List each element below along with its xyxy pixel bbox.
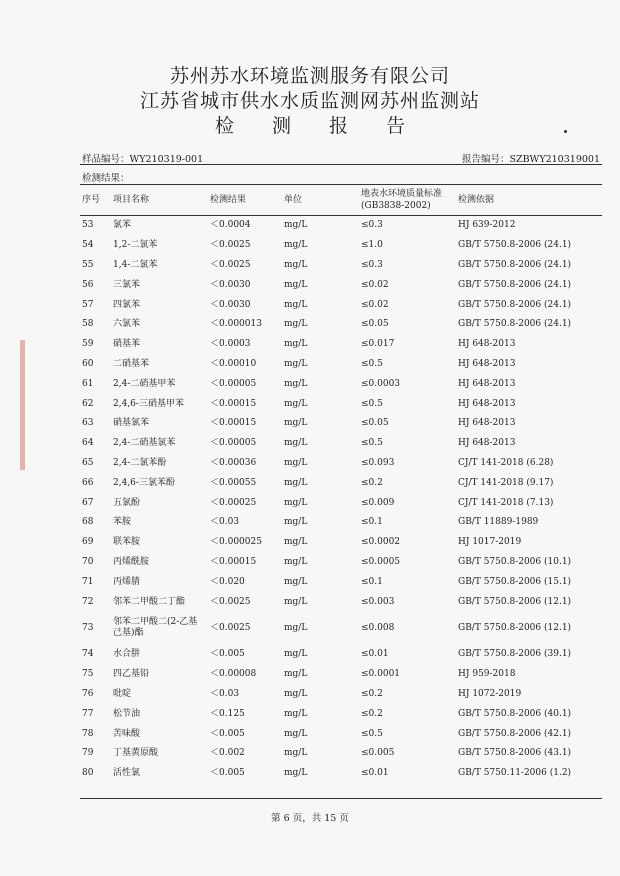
table-row <box>80 645 602 665</box>
seam-stamp <box>18 340 28 470</box>
table-row <box>80 764 602 784</box>
table-row <box>80 275 602 295</box>
footer-divider <box>80 798 602 799</box>
cell-result: ＜0.125 <box>210 708 245 719</box>
mark-dot <box>564 130 567 133</box>
cell-limit: ≤0.0003 <box>361 378 401 389</box>
cell-unit: mg/L <box>284 728 308 739</box>
cell-method: GB/T 5750.8-2006 (42.1) <box>458 728 572 739</box>
cell-result: ＜0.0025 <box>210 259 251 270</box>
cell-limit: ≤0.02 <box>361 299 389 310</box>
cell-no: 66 <box>82 477 94 488</box>
cell-item: 吡啶 <box>113 688 132 699</box>
cell-no: 53 <box>82 220 94 231</box>
cell-unit: mg/L <box>284 556 308 567</box>
cell-item: 丙烯腈 <box>113 576 141 587</box>
cell-item: 苯胺 <box>113 517 132 528</box>
cell-no: 59 <box>82 339 94 350</box>
section-title: 检测结果： <box>82 173 130 184</box>
cell-method: GB/T 5750.8-2006 (39.1) <box>458 649 572 660</box>
cell-item: 邻苯二甲酸二丁酯 <box>113 596 186 607</box>
table-row <box>80 216 602 236</box>
cell-result: ＜0.000013 <box>210 319 262 330</box>
table-row <box>80 335 602 355</box>
cell-no: 80 <box>82 768 94 779</box>
cell-result: ＜0.0025 <box>210 622 251 633</box>
cell-item: 丁基黄原酸 <box>113 748 159 759</box>
cell-unit: mg/L <box>284 688 308 699</box>
cell-unit: mg/L <box>284 768 308 779</box>
cell-result: ＜0.0003 <box>210 339 251 350</box>
cell-limit: ≤0.05 <box>361 319 389 330</box>
cell-no: 56 <box>82 279 94 290</box>
cell-limit: ≤0.0005 <box>361 556 401 567</box>
col-unit: 单位 <box>282 185 359 216</box>
cell-item: 活性氯 <box>113 768 141 779</box>
cell-unit: mg/L <box>284 497 308 508</box>
cell-unit: mg/L <box>284 708 308 719</box>
cell-result: ＜0.005 <box>210 768 245 779</box>
cell-no: 63 <box>82 418 94 429</box>
cell-result: ＜0.0004 <box>210 220 251 231</box>
cell-item: 五氯酚 <box>113 497 141 508</box>
cell-no: 70 <box>82 556 94 567</box>
cell-no: 67 <box>82 497 94 508</box>
cell-limit: ≤0.5 <box>361 438 383 449</box>
cell-method: GB/T 5750.8-2006 (24.1) <box>458 319 572 330</box>
table-row <box>80 744 602 764</box>
cell-unit: mg/L <box>284 418 308 429</box>
cell-item: 苦味酸 <box>113 728 141 739</box>
cell-method: GB/T 5750.8-2006 (12.1) <box>458 596 572 607</box>
cell-unit: mg/L <box>284 748 308 759</box>
cell-method: GB/T 5750.8-2006 (40.1) <box>458 708 572 719</box>
cell-limit: ≤0.05 <box>361 418 389 429</box>
cell-limit: ≤0.5 <box>361 728 383 739</box>
table-row <box>80 295 602 315</box>
cell-method: CJ/T 141-2018 (6.28) <box>458 457 554 468</box>
cell-method: CJ/T 141-2018 (9.17) <box>458 477 554 488</box>
cell-result: ＜0.005 <box>210 728 245 739</box>
cell-method: GB/T 5750.8-2006 (24.1) <box>458 279 572 290</box>
cell-item: 三氯苯 <box>113 279 141 290</box>
cell-no: 77 <box>82 708 94 719</box>
cell-method: GB/T 5750.8-2006 (24.1) <box>458 299 572 310</box>
cell-item: 2,4,6-三氯苯酚 <box>113 477 175 488</box>
company-name: 苏州苏水环境监测服务有限公司 <box>169 65 450 87</box>
cell-limit: ≤0.5 <box>361 398 383 409</box>
cell-no: 72 <box>82 596 94 607</box>
cell-no: 69 <box>82 537 94 548</box>
cell-method: CJ/T 141-2018 (7.13) <box>458 497 554 508</box>
station-name: 江苏省城市供水水质监测网苏州监测站 <box>139 90 480 112</box>
cell-method: GB/T 11889-1989 <box>458 517 539 528</box>
cell-item: 二硝基苯 <box>113 358 150 369</box>
cell-unit: mg/L <box>284 596 308 607</box>
col-result: 检测结果 <box>208 185 282 216</box>
cell-item: 2,4-二氯苯酚 <box>113 457 167 468</box>
cell-method: GB/T 5750.8-2006 (24.1) <box>458 240 572 251</box>
table-row <box>80 553 602 573</box>
table-row <box>80 473 602 493</box>
cell-limit: ≤0.1 <box>361 517 383 528</box>
col-item: 项目名称 <box>111 185 208 216</box>
cell-method: HJ 648-2013 <box>458 418 516 429</box>
cell-no: 78 <box>82 728 94 739</box>
cell-no: 73 <box>82 622 94 633</box>
cell-method: HJ 1072-2019 <box>458 688 522 699</box>
cell-limit: ≤0.003 <box>361 596 395 607</box>
cell-result: ＜0.005 <box>210 649 245 660</box>
cell-no: 62 <box>82 398 94 409</box>
cell-no: 68 <box>82 517 94 528</box>
cell-limit: ≤0.01 <box>361 768 389 779</box>
cell-item: 水合肼 <box>113 649 141 660</box>
cell-method: GB/T 5750.8-2006 (10.1) <box>458 556 572 567</box>
cell-no: 60 <box>82 358 94 369</box>
cell-unit: mg/L <box>284 438 308 449</box>
cell-item: 四乙基铅 <box>113 669 150 680</box>
cell-item: 硝基苯 <box>113 339 141 350</box>
cell-limit: ≤0.2 <box>361 708 383 719</box>
cell-method: HJ 639-2012 <box>458 220 516 231</box>
cell-result: ＜0.00005 <box>210 378 257 389</box>
cell-result: ＜0.00036 <box>210 457 257 468</box>
cell-unit: mg/L <box>284 259 308 270</box>
cell-limit: ≤0.02 <box>361 279 389 290</box>
cell-no: 65 <box>82 457 94 468</box>
cell-method: GB/T 5750.8-2006 (43.1) <box>458 748 572 759</box>
cell-method: HJ 648-2013 <box>458 378 516 389</box>
table-row <box>80 454 602 474</box>
cell-method: HJ 959-2018 <box>458 669 516 680</box>
table-row <box>80 513 602 533</box>
cell-item: 联苯胺 <box>113 537 141 548</box>
cell-result: ＜0.00010 <box>210 358 257 369</box>
cell-method: HJ 1017-2019 <box>458 537 522 548</box>
cell-result: ＜0.03 <box>210 517 240 528</box>
table-row <box>80 414 602 434</box>
cell-no: 75 <box>82 669 94 680</box>
cell-unit: mg/L <box>284 576 308 587</box>
page-number: 第 6 页，共 15 页 <box>271 813 349 824</box>
cell-unit: mg/L <box>284 319 308 330</box>
cell-limit: ≤0.3 <box>361 259 383 270</box>
cell-no: 76 <box>82 688 94 699</box>
table-row <box>80 355 602 375</box>
cell-limit: ≤0.2 <box>361 477 383 488</box>
cell-unit: mg/L <box>284 537 308 548</box>
table-row <box>80 572 602 592</box>
cell-unit: mg/L <box>284 622 308 633</box>
cell-method: HJ 648-2013 <box>458 438 516 449</box>
cell-limit: ≤0.5 <box>361 358 383 369</box>
sample-number: 样品编号：WY210319-001 <box>82 154 204 165</box>
table-row <box>80 374 602 394</box>
cell-item: 硝基氯苯 <box>113 418 150 429</box>
table-row <box>80 256 602 276</box>
cell-result: ＜0.002 <box>210 748 245 759</box>
cell-limit: ≤0.3 <box>361 220 383 231</box>
cell-result: ＜0.0025 <box>210 240 251 251</box>
cell-unit: mg/L <box>284 669 308 680</box>
table-row <box>80 612 602 645</box>
table-row <box>80 533 602 553</box>
cell-item: 2,4,6-三硝基甲苯 <box>113 398 184 409</box>
cell-limit: ≤0.0001 <box>361 669 401 680</box>
cell-no: 58 <box>82 319 94 330</box>
cell-no: 79 <box>82 748 94 759</box>
cell-method: HJ 648-2013 <box>458 398 516 409</box>
cell-item: 丙烯酰胺 <box>113 556 150 567</box>
table-row <box>80 394 602 414</box>
table-row <box>80 704 602 724</box>
cell-unit: mg/L <box>284 220 308 231</box>
cell-no: 54 <box>82 240 94 251</box>
cell-unit: mg/L <box>284 378 308 389</box>
cell-unit: mg/L <box>284 240 308 251</box>
cell-item: 四氯苯 <box>113 299 141 310</box>
table-row <box>80 665 602 685</box>
cell-limit: ≤0.008 <box>361 622 395 633</box>
table-row <box>80 685 602 705</box>
cell-no: 55 <box>82 259 94 270</box>
cell-method: HJ 648-2013 <box>458 339 516 350</box>
cell-item: 2,4-二硝基甲苯 <box>113 378 176 389</box>
cell-limit: ≤0.01 <box>361 649 389 660</box>
cell-method: GB/T 5750.8-2006 (15.1) <box>458 576 572 587</box>
cell-result: ＜0.00015 <box>210 398 257 409</box>
cell-no: 71 <box>82 576 94 587</box>
cell-item: 1,4-二氯苯 <box>113 259 158 270</box>
report-number: 报告编号：SZBWY210319001 <box>461 154 600 165</box>
cell-method: GB/T 5750.8-2006 (12.1) <box>458 622 572 633</box>
cell-no: 61 <box>82 378 94 389</box>
col-standard: 地表水环境质量标准(GB3838-2002) <box>359 185 456 216</box>
cell-limit: ≤0.009 <box>361 497 395 508</box>
cell-method: GB/T 5750.8-2006 (24.1) <box>458 259 572 270</box>
cell-result: ＜0.00055 <box>210 477 257 488</box>
cell-result: ＜0.00008 <box>210 669 257 680</box>
header-divider <box>80 164 602 165</box>
cell-result: ＜0.000025 <box>210 537 262 548</box>
cell-result: ＜0.03 <box>210 688 240 699</box>
cell-limit: ≤1.0 <box>361 240 383 251</box>
cell-method: HJ 648-2013 <box>458 358 516 369</box>
cell-unit: mg/L <box>284 358 308 369</box>
cell-no: 74 <box>82 649 94 660</box>
cell-result: ＜0.00025 <box>210 497 257 508</box>
cell-result: ＜0.00015 <box>210 556 257 567</box>
cell-limit: ≤0.1 <box>361 576 383 587</box>
cell-limit: ≤0.0002 <box>361 537 401 548</box>
cell-item: 松节油 <box>113 708 141 719</box>
col-method: 检测依据 <box>456 185 602 216</box>
cell-unit: mg/L <box>284 457 308 468</box>
cell-unit: mg/L <box>284 517 308 528</box>
table-row <box>80 724 602 744</box>
cell-no: 64 <box>82 438 94 449</box>
cell-result: ＜0.020 <box>210 576 245 587</box>
results-table <box>80 184 602 784</box>
document-title: 检测报告 <box>214 115 443 137</box>
table-row <box>80 434 602 454</box>
cell-unit: mg/L <box>284 477 308 488</box>
cell-result: ＜0.0030 <box>210 279 251 290</box>
cell-item: 六氯苯 <box>113 319 141 330</box>
cell-limit: ≤0.2 <box>361 688 383 699</box>
cell-result: ＜0.0030 <box>210 299 251 310</box>
cell-item: 氯苯 <box>113 220 132 231</box>
title-block <box>0 64 620 139</box>
table-row <box>80 236 602 256</box>
cell-unit: mg/L <box>284 279 308 290</box>
table-row <box>80 493 602 513</box>
cell-limit: ≤0.093 <box>361 457 395 468</box>
cell-item: 2,4-二硝基氯苯 <box>113 438 176 449</box>
table-row <box>80 592 602 612</box>
cell-unit: mg/L <box>284 339 308 350</box>
cell-no: 57 <box>82 299 94 310</box>
cell-result: ＜0.00005 <box>210 438 257 449</box>
cell-result: ＜0.0025 <box>210 596 251 607</box>
cell-unit: mg/L <box>284 398 308 409</box>
cell-item: 1,2-二氯苯 <box>113 240 158 251</box>
col-no: 序号 <box>80 185 111 216</box>
cell-result: ＜0.00015 <box>210 418 257 429</box>
cell-limit: ≤0.017 <box>361 339 395 350</box>
cell-unit: mg/L <box>284 299 308 310</box>
cell-method: GB/T 5750.11-2006 (1.2) <box>458 768 572 779</box>
cell-limit: ≤0.005 <box>361 748 395 759</box>
table-row <box>80 315 602 335</box>
table-header-row <box>80 185 602 216</box>
cell-unit: mg/L <box>284 649 308 660</box>
cell-item: 邻苯二甲酸二(2-乙基己基)酯 <box>113 617 198 639</box>
